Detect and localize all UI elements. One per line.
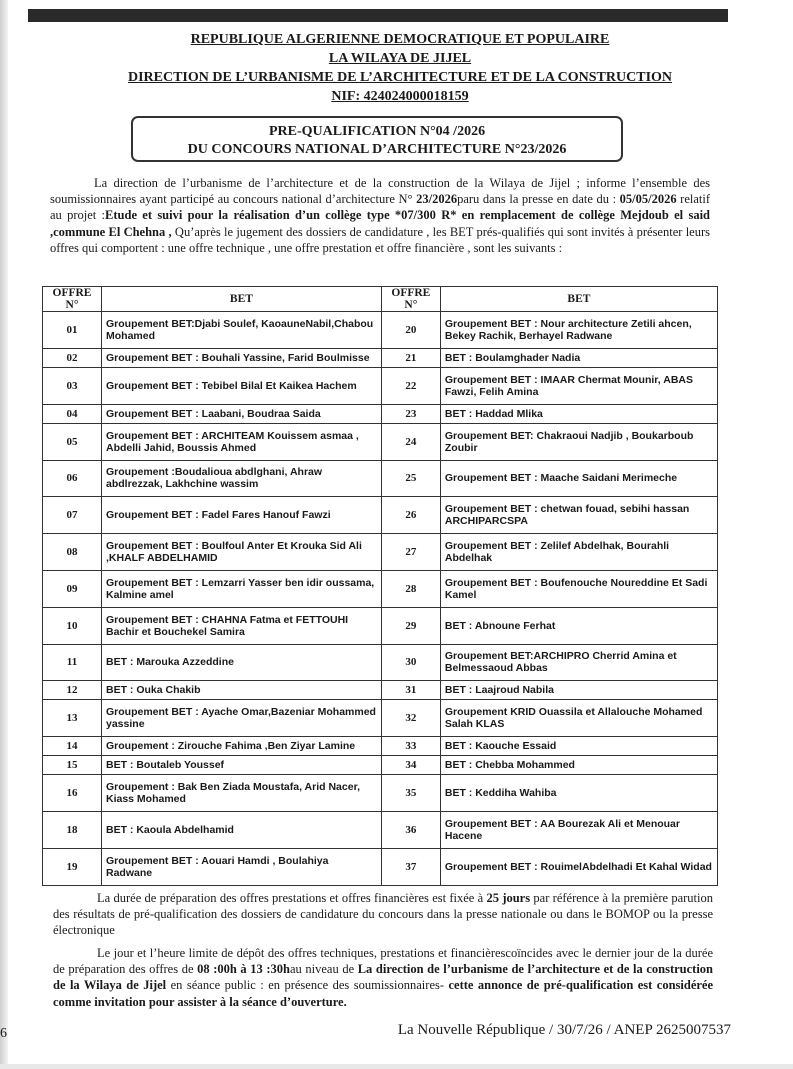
- bet-name-right: Groupement BET : Nour architecture Zetili ahcen, Bekey Rachik, Berhayel Radwane: [440, 312, 717, 349]
- offre-number-left: 16: [43, 775, 102, 812]
- footer-duration: 25 jours: [486, 891, 531, 905]
- table-row: [43, 423, 718, 460]
- intro-text-4: Qu’après le jugement des dossiers de candidature , les BET prés-qualifiés qui sont invités à présenter leurs offres qui comportent : une offre technique , une offre prestation et offre financière , sont les suivants :: [50, 224, 710, 255]
- offre-number-right: 27: [381, 534, 440, 571]
- bet-name-left: Groupement BET : ARCHITEAM Kouissem asmaa , Abdelli Jahid, Boussis Ahmed: [102, 423, 382, 460]
- scan-left-edge: [0, 0, 8, 1069]
- header-bet-left: BET: [102, 287, 382, 312]
- prequal-title: PRE-QUALIFICATION N°04 /2026: [268, 124, 486, 139]
- offre-number-left: 09: [43, 570, 102, 607]
- footer-text-2a: Le jour et l’heure limite de dépôt des offres techniques, prestations et financièrescoïncides avec le dernier jour de la durée de préparation des offres de: [53, 946, 713, 977]
- table-row: [43, 607, 718, 644]
- table-row: [43, 367, 718, 404]
- table-row: [43, 312, 718, 349]
- footer-paragraph-1: [53, 890, 713, 939]
- offre-number-left: 15: [43, 756, 102, 775]
- table-row: [43, 737, 718, 756]
- offre-number-left: 13: [43, 700, 102, 737]
- intro-date: 05/05/2026: [619, 192, 677, 207]
- table-row: [43, 460, 718, 497]
- bet-table: [42, 286, 718, 886]
- bet-name-right: BET : Laajroud Nabila: [440, 681, 717, 700]
- bet-name-right: Groupement BET: Chakraoui Nadjib , Boukarboub Zoubir: [440, 423, 717, 460]
- offre-number-left: 05: [43, 423, 102, 460]
- offre-number-right: 21: [381, 348, 440, 367]
- offre-number-left: 11: [43, 644, 102, 681]
- offre-number-left: 10: [43, 607, 102, 644]
- offre-number-left: 03: [43, 367, 102, 404]
- bet-name-right: Groupement BET : Maache Saidani Merimeche: [440, 460, 717, 497]
- bet-name-right: BET : Abnoune Ferhat: [440, 607, 717, 644]
- document-header: [40, 30, 760, 106]
- offre-number-left: 18: [43, 812, 102, 849]
- footer-paragraph-2: [53, 945, 713, 1010]
- footer-text-1c: par référence à la première parution des résultats de pré-qualification des dossiers de candidature du concours dans la presse nationale ou dans le BOMOP ou la presse électronique: [53, 891, 713, 938]
- bet-name-left: Groupement BET : Fadel Fares Hanouf Fawzi: [102, 497, 382, 534]
- footer-direction: La direction de l’urbanisme de l’architecture et de la construction de la Wilaya de Jijel: [53, 962, 713, 993]
- bet-name-right: Groupement BET : IMAAR Chermat Mounir, ABAS Fawzi, Felih Amina: [440, 367, 717, 404]
- publication-source: La Nouvelle République / 30/7/26 / ANEP 2625007537: [397, 1022, 731, 1038]
- header-bet-right: BET: [440, 287, 717, 312]
- table-row: [43, 348, 718, 367]
- offre-number-right: 37: [381, 849, 440, 886]
- offre-number-left: 08: [43, 534, 102, 571]
- bet-name-left: Groupement BET:Djabi Soulef, KaoauneNabil,Chabou Mohamed: [102, 312, 382, 349]
- top-rule: [28, 9, 728, 22]
- bet-name-right: Groupement BET : RouimelAbdelhadi Et Kahal Widad: [440, 849, 717, 886]
- bet-name-left: Groupement BET : Tebibel Bilal Et Kaikea Hachem: [102, 367, 382, 404]
- bet-name-right: Groupement KRID Ouassila et Allalouche Mohamed Salah KLAS: [440, 700, 717, 737]
- table-row: [43, 775, 718, 812]
- offre-number-right: 33: [381, 737, 440, 756]
- offre-number-right: 35: [381, 775, 440, 812]
- offre-number-right: 34: [381, 756, 440, 775]
- table-row: [43, 849, 718, 886]
- bet-name-left: BET : Marouka Azzeddine: [102, 644, 382, 681]
- intro-text-2: paru dans la presse en date du :: [457, 192, 620, 207]
- header-republic: REPUBLIQUE ALGERIENNE DEMOCRATIQUE ET POPULAIRE: [190, 32, 610, 47]
- bet-name-left: Groupement BET : Laabani, Boudraa Saida: [102, 404, 382, 423]
- intro-project: Etude et suivi pour la réalisation d’un collège type *07/300 R* en remplacement de collège Mejdoub el said ,commune El Chehna ,: [50, 208, 710, 239]
- header-wilaya: LA WILAYA DE JIJEL: [328, 51, 472, 66]
- offre-number-left: 01: [43, 312, 102, 349]
- bet-name-left: Groupement BET : Ayache Omar,Bazeniar Mohammed yassine: [102, 700, 382, 737]
- offre-number-right: 20: [381, 312, 440, 349]
- footer-text-2e: en séance public : en présence des soumissionnaires-: [166, 978, 449, 993]
- footer-invitation: cette annonce de pré-qualification est considérée comme invitation pour assister à la séance d’ouverture.: [53, 978, 714, 1009]
- offre-number-right: 23: [381, 404, 440, 423]
- bet-name-right: BET : Boulamghader Nadia: [440, 348, 717, 367]
- offre-number-right: 32: [381, 700, 440, 737]
- bet-name-left: Groupement BET : Boulfoul Anter Et Krouka Sid Ali ,KHALF ABDELHAMID: [102, 534, 382, 571]
- offre-number-right: 30: [381, 644, 440, 681]
- bet-name-right: BET : Keddiha Wahiba: [440, 775, 717, 812]
- bet-name-left: Groupement BET : Aouari Hamdi , Boulahiya Radwane: [102, 849, 382, 886]
- bet-name-right: Groupement BET : AA Bourezak Ali et Menouar Hacene: [440, 812, 717, 849]
- table-row: [43, 570, 718, 607]
- bet-name-left: BET : Boutaleb Youssef: [102, 756, 382, 775]
- offre-number-left: 14: [43, 737, 102, 756]
- bet-name-right: Groupement BET : chetwan fouad, sebihi hassan ARCHIPARCSPA: [440, 497, 717, 534]
- table-row: [43, 756, 718, 775]
- offre-number-left: 04: [43, 404, 102, 423]
- offre-number-right: 26: [381, 497, 440, 534]
- bet-name-right: BET : Kaouche Essaid: [440, 737, 717, 756]
- header-offre-right: OFFRE N°: [381, 287, 440, 312]
- intro-text-3: relatif au projet :: [50, 192, 710, 223]
- offre-number-left: 02: [43, 348, 102, 367]
- bet-name-right: Groupement BET:ARCHIPRO Cherrid Amina et Belmessaoud Abbas: [440, 644, 717, 681]
- offre-number-right: 24: [381, 423, 440, 460]
- offre-number-right: 25: [381, 460, 440, 497]
- offre-number-right: 28: [381, 570, 440, 607]
- bet-name-left: Groupement :Boudalioua abdlghani, Ahraw abdlrezzak, Lakhchine wassim: [102, 460, 382, 497]
- offre-number-right: 36: [381, 812, 440, 849]
- bet-name-left: Groupement BET : CHAHNA Fatma et FETTOUHI Bachir et Bouchekel Samira: [102, 607, 382, 644]
- bet-name-right: BET : Chebba Mohammed: [440, 756, 717, 775]
- prequalification-box: [131, 116, 623, 162]
- footer-text-2c: au niveau de: [290, 962, 358, 977]
- table-row: [43, 644, 718, 681]
- bottom-edge: [0, 1064, 793, 1069]
- intro-contest-number: 23/2026: [416, 192, 458, 207]
- page-number: 6: [0, 1026, 7, 1041]
- offre-number-right: 22: [381, 367, 440, 404]
- bet-name-right: Groupement BET : Zelilef Abdelhak, Bourahli Abdelhak: [440, 534, 717, 571]
- bet-name-left: BET : Ouka Chakib: [102, 681, 382, 700]
- bet-name-right: Groupement BET : Boufenouche Noureddine Et Sadi Kamel: [440, 570, 717, 607]
- intro-text-1: La direction de l’urbanisme de l’architecture et de la construction de la Wilaya de Jijel ; informe l’ensemble des soumissionnaires ayant participé au concours national d’architecture N°: [50, 176, 710, 207]
- table-row: [43, 681, 718, 700]
- table-header-row: [43, 287, 718, 312]
- bet-name-left: Groupement : Zirouche Fahima ,Ben Ziyar Lamine: [102, 737, 382, 756]
- header-offre-left: OFFRE N°: [43, 287, 102, 312]
- bet-name-left: Groupement BET : Lemzarri Yasser ben idir oussama, Kalmine amel: [102, 570, 382, 607]
- table-row: [43, 812, 718, 849]
- intro-paragraph: [50, 175, 710, 256]
- table-row: [43, 497, 718, 534]
- header-nif: NIF: 424024000018159: [331, 89, 469, 104]
- bet-name-left: BET : Kaoula Abdelhamid: [102, 812, 382, 849]
- bet-name-left: Groupement : Bak Ben Ziada Moustafa, Arid Nacer, Kiass Mohamed: [102, 775, 382, 812]
- table-row: [43, 404, 718, 423]
- offre-number-right: 31: [381, 681, 440, 700]
- bet-name-left: Groupement BET : Bouhali Yassine, Farid Boulmisse: [102, 348, 382, 367]
- footer-hours: 08 :00h à 13 :30h: [197, 962, 290, 977]
- bet-name-right: BET : Haddad Mlika: [440, 404, 717, 423]
- offre-number-left: 06: [43, 460, 102, 497]
- prequal-subtitle: DU CONCOURS NATIONAL D’ARCHITECTURE N°23/2026: [187, 142, 567, 157]
- offre-number-left: 12: [43, 681, 102, 700]
- offre-number-left: 07: [43, 497, 102, 534]
- footer-text-1a: La durée de préparation des offres prestations et offres financières est fixée à: [97, 891, 487, 905]
- offre-number-left: 19: [43, 849, 102, 886]
- table-row: [43, 534, 718, 571]
- header-direction: DIRECTION DE L’URBANISME DE L’ARCHITECTURE ET DE LA CONSTRUCTION: [127, 70, 673, 85]
- offre-number-right: 29: [381, 607, 440, 644]
- table-row: [43, 700, 718, 737]
